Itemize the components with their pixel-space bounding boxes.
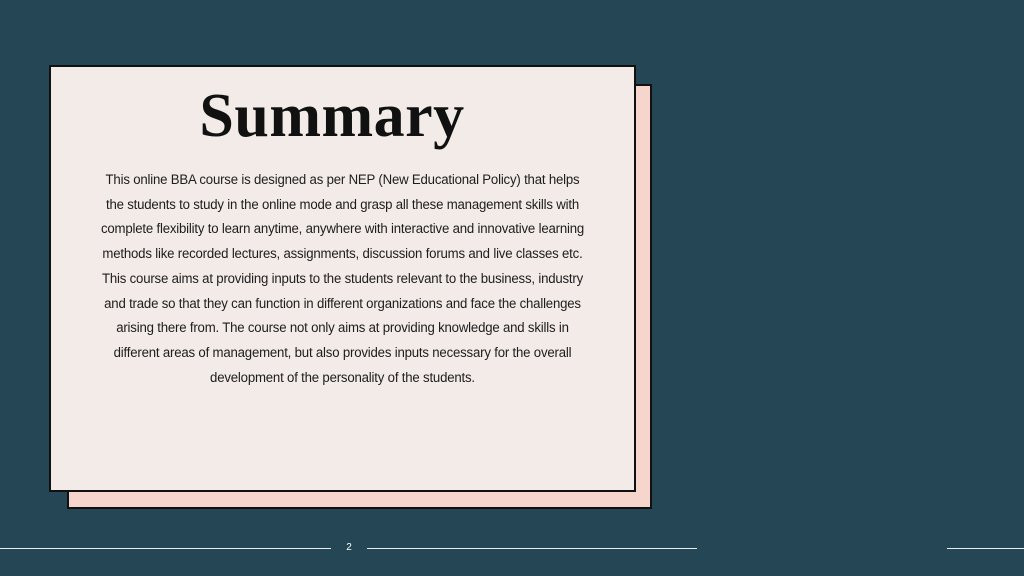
summary-paragraph: This online BBA course is designed as per NEP (New Educational Policy) that helps the students to study in the online mode and grasp all these management skills with complete flexibility to learn anytime, anywhere with interactive and innovative learning methods like recorded lectures, assignments, discussion forums and live classes etc. This course aims at providing inputs to the students relevant to the business, industry and trade so that they can function in different organizations and face the challenges arising there from. The course not only aims at providing knowledge and skills in different areas of management, but also provides inputs necessary for the overall development of the personality of the students. — [100, 172, 585, 386]
footer-divider-left — [0, 548, 331, 549]
footer-divider-middle — [367, 548, 697, 549]
page-number: 2 — [346, 542, 352, 553]
footer-divider-right — [947, 548, 1024, 549]
slide-title: Summary — [199, 82, 465, 150]
summary-card — [49, 65, 636, 492]
